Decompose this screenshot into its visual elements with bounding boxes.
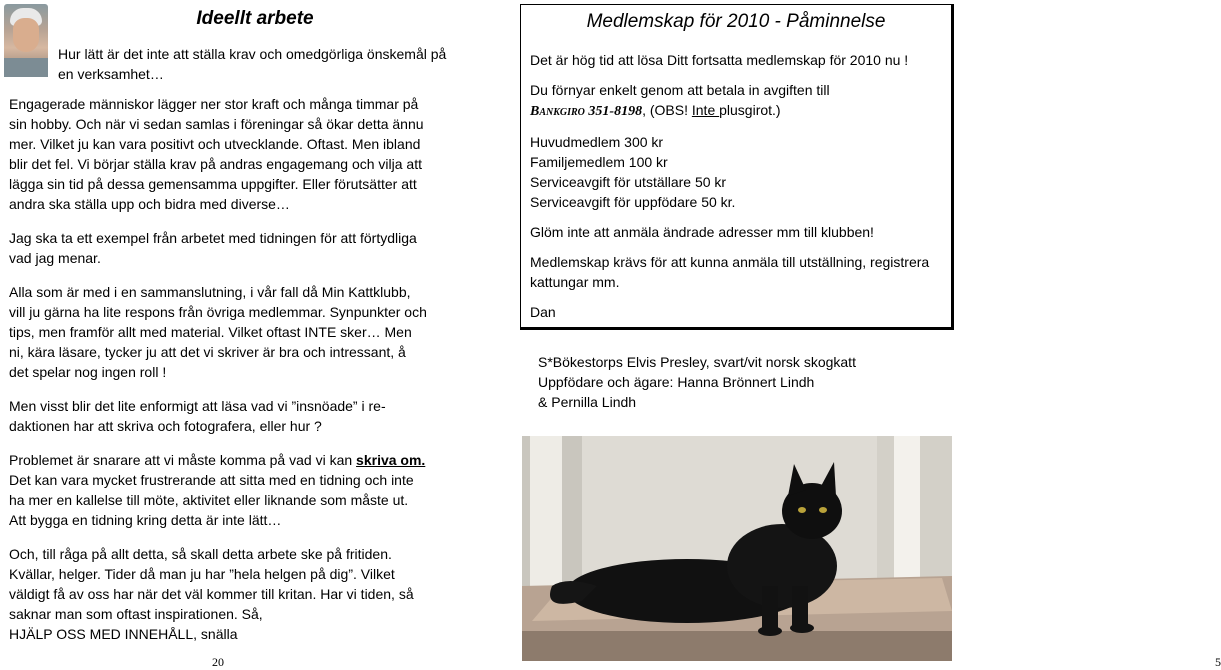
article-title: Ideellt arbete — [196, 8, 314, 29]
fee-item: Serviceavgift för utställare 50 kr — [530, 174, 727, 190]
box-text: Medlemskap krävs för att kunna anmäla till utställning, registrera kattungar mm. — [530, 254, 930, 290]
fee-list — [530, 132, 942, 212]
black-cat-image — [522, 436, 952, 661]
fee-item: Familjemedlem 100 kr — [530, 154, 668, 170]
paragraph: Engagerade människor lägger ner stor kraft och många timmar på sin hobby. Och när vi sedan samlas i föreningar så ökar detta ännu mer. Vilket ju kan vara positivt och utvecklande. Oftast. Men ibland blir det fel. Vi börjar ställa krav på andras engagemang och vilja att lägga sin tid på dessa gemensamma uppgifter. Eller förutsätter att andra ska ställa upp och bidra med diverse… — [9, 96, 424, 212]
photo-caption — [538, 352, 868, 412]
box-title: Medlemskap för 2010 - Påminnelse — [586, 11, 886, 32]
call-to-action: HJÄLP OSS MED INNEHÅLL, snälla — [9, 626, 238, 642]
author-portrait — [4, 4, 48, 77]
membership-box — [520, 4, 954, 330]
page-number: 20 — [212, 655, 224, 669]
box-text: Glöm inte att anmäla ändrade adresser mm till klubben! — [530, 224, 874, 240]
caption-line: & Pernilla Lindh — [538, 394, 637, 410]
caption-line: S*Bökestorps Elvis Presley, svart/vit norsk skogkatt — [538, 354, 856, 370]
paragraph: Men visst blir det lite enformigt att läsa vad vi ”insnöade” i redaktionen har att skriva och fotografera, eller hur ? — [9, 398, 386, 434]
box-body — [530, 50, 942, 332]
fee-item: Huvudmedlem 300 kr — [530, 134, 664, 150]
paragraph: Jag ska ta ett exempel från arbetet med tidningen för att förtydliga vad jag menar. — [9, 230, 417, 266]
emphasis: skriva om. — [356, 452, 426, 468]
left-page — [0, 0, 480, 669]
cat-photo — [522, 436, 952, 661]
article-body — [9, 94, 427, 654]
box-text: Du förnyar enkelt genom att betala in avgiften till Bankgiro 351-8198, (OBS! Inte plusgirot.) — [530, 82, 830, 119]
fee-item: Serviceavgift för uppfödare 50 kr. — [530, 194, 736, 210]
signature: Dan — [530, 304, 556, 320]
paragraph: Och, till råga på allt detta, så skall detta arbete ske på fritiden. Kvällar, helger. Tider då man ju har ”hela helgen på dig”. Vilket väldigt få av oss har när det väl kommer till kritan. Har vi tiden, så saknar man som oftast inspirationen. Så, HJÄLP OSS MED INNEHÅLL, snälla — [9, 546, 414, 642]
box-text: Det är hög tid att lösa Ditt fortsatta medlemskap för 2010 nu ! — [530, 52, 909, 68]
paragraph: Problemet är snarare att vi måste komma på vad vi kan skriva om. Det kan vara mycket frustrerande att sitta med en tidning och inte ha mer en kallelse till möte, aktivitet eller liknande som måste ut. Att bygga en tidning kring detta är inte lätt… — [9, 452, 426, 528]
paragraph: Alla som är med i en sammanslutning, i vår fall då Min Kattklubb, vill ju gärna ha lite respons från övriga medlemmar. Synpunkter och tips, men framför allt med material. Vilket oftast INTE sker… Men ni, kära läsare, tycker ju att det vi skriver är bra och intressant, å det spelar nog ingen roll ! — [9, 284, 427, 380]
page-number: 5 — [1215, 655, 1221, 669]
bankgiro-number: Bankgiro 351-8198 — [530, 104, 643, 119]
caption-line: Uppfödare och ägare: Hanna Brönnert Lindh — [538, 374, 815, 390]
article-intro: Hur lätt är det inte att ställa krav och omedgörliga önskemål på en verksamhet… — [58, 46, 447, 82]
right-page — [480, 0, 1221, 669]
